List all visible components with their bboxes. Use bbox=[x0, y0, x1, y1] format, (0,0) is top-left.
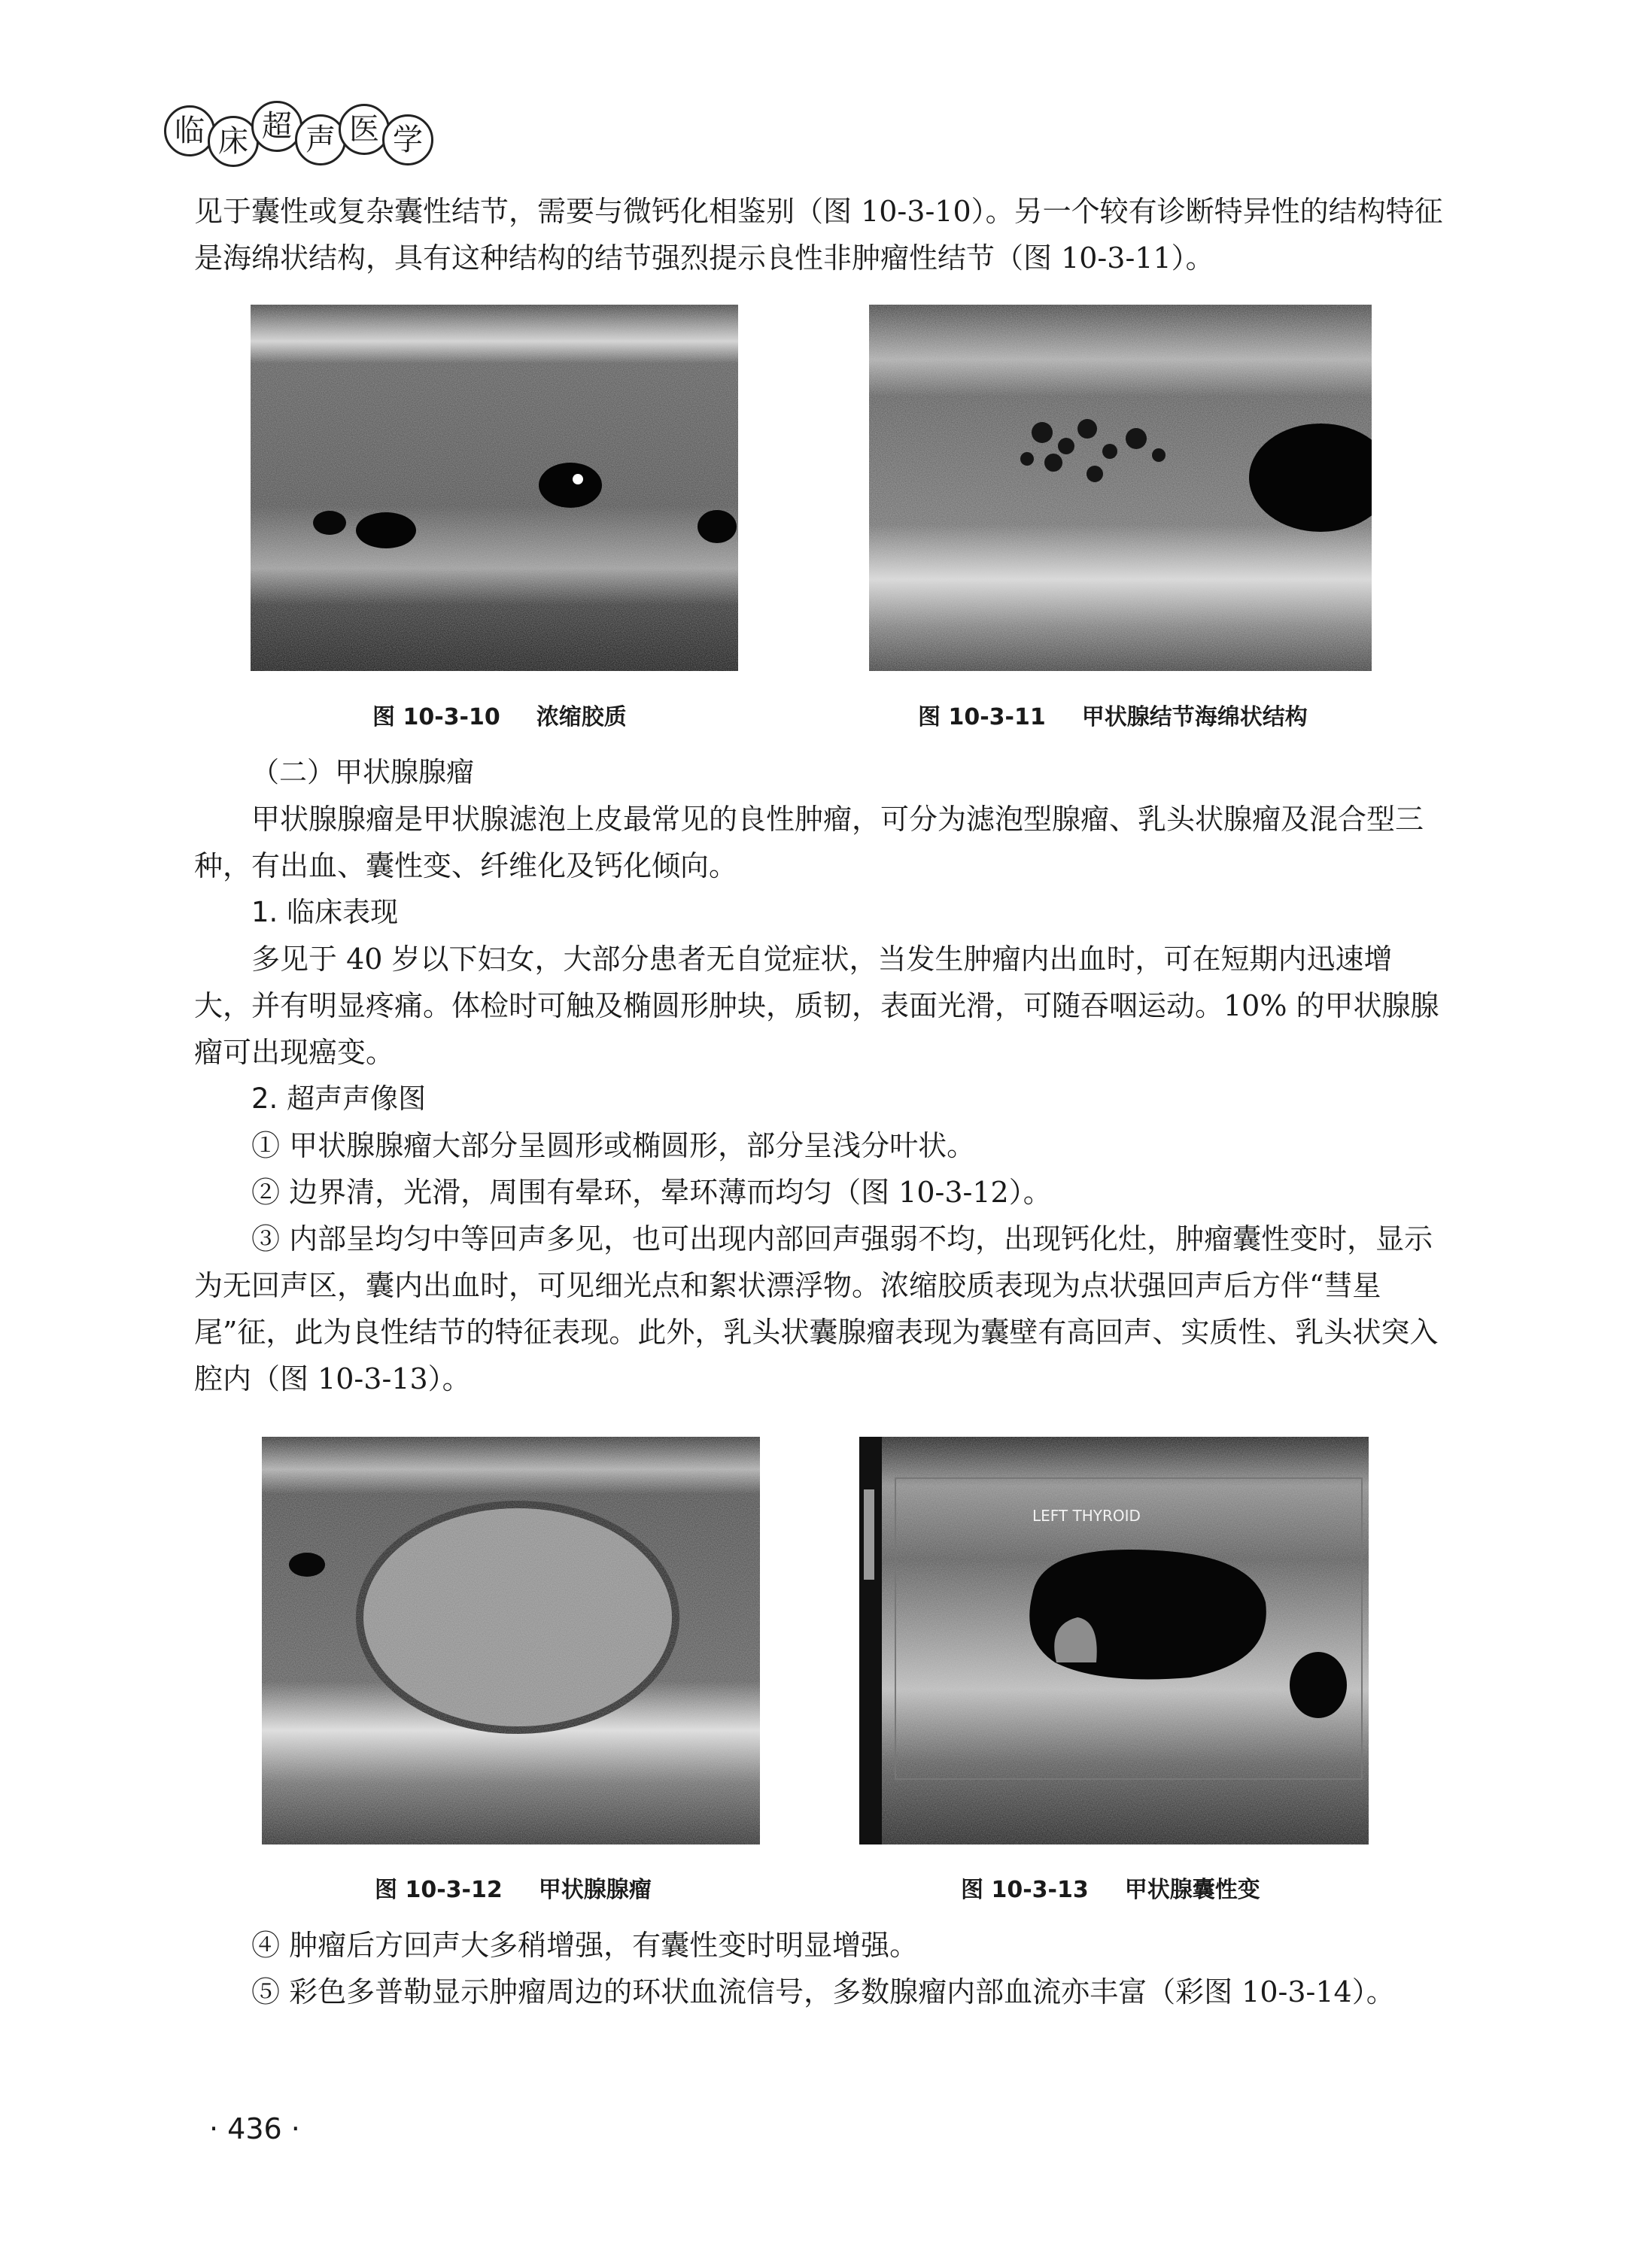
figure-number: 图 10-3-11 bbox=[918, 704, 1046, 730]
figure-number: 图 10-3-13 bbox=[961, 1877, 1089, 1903]
logo-char: 声 bbox=[295, 114, 346, 165]
figure-number: 图 10-3-12 bbox=[375, 1877, 503, 1903]
subsection-heading: 2. 超声声像图 bbox=[251, 1082, 427, 1115]
ultrasound-image-cystic bbox=[859, 1437, 1369, 1844]
ultrasound-image-adenoma bbox=[262, 1437, 760, 1844]
figure-caption bbox=[961, 1871, 1260, 1904]
figure-title: 甲状腺囊性变 bbox=[1124, 1877, 1260, 1903]
list-item: ⑤ 彩色多普勒显示肿瘤周边的环状血流信号，多数腺瘤内部血流亦丰富（彩图 10-3-14）。 bbox=[251, 1975, 1395, 2008]
body-paragraph: 多见于 40 岁以下妇女，大部分患者无自觉症状，当发生肿瘤内出血时，可在短期内迅速增大，并有明显疼痛。体检时可触及椭圆形肿块，质韧，表面光滑，可随吞咽运动。10% 的甲状腺腺瘤可出现癌变。 bbox=[194, 943, 1439, 1069]
ultrasound-image-spongiform bbox=[869, 305, 1372, 671]
logo-char: 超 bbox=[251, 101, 302, 152]
list-item: ① 甲状腺腺瘤大部分呈圆形或椭圆形，部分呈浅分叶状。 bbox=[251, 1129, 976, 1162]
list-item: ④ 肿瘤后方回声大多稍增强，有囊性变时明显增强。 bbox=[251, 1929, 919, 1962]
list-item: ③ 内部呈均匀中等回声多见，也可出现内部回声强弱不均，出现钙化灶，肿瘤囊性变时，显示为无回声区，囊内出血时，可见细光点和絮状漂浮物。浓缩胶质表现为点状强回声后方伴“彗星尾”征，此为良性结节的特征表现。此外，乳头状囊腺瘤表现为囊壁有高回声、实质性、乳头状突入腔内（图 10-3-13）。 bbox=[194, 1222, 1439, 1395]
header-logo bbox=[164, 96, 435, 164]
image-label: LEFT THYROID bbox=[1032, 1507, 1141, 1525]
figure-number: 图 10-3-10 bbox=[372, 704, 500, 730]
figure-caption bbox=[918, 698, 1308, 731]
figure-title: 甲状腺腺瘤 bbox=[538, 1877, 652, 1903]
logo-char: 床 bbox=[208, 116, 259, 167]
page-number: · 436 · bbox=[209, 2112, 300, 2145]
body-paragraph: 见于囊性或复杂囊性结节，需要与微钙化相鉴别（图 10-3-10）。另一个较有诊断特异性的结构特征是海绵状结构，具有这种结构的结节强烈提示良性非肿瘤性结节（图 10-3-11）。 bbox=[194, 195, 1443, 275]
logo-char: 医 bbox=[339, 104, 390, 155]
figure-title: 浓缩胶质 bbox=[536, 704, 627, 730]
logo-char: 学 bbox=[382, 114, 433, 165]
subsection-heading: 1. 临床表现 bbox=[251, 896, 399, 928]
figure-caption bbox=[372, 698, 627, 731]
section-heading: （二）甲状腺腺瘤 bbox=[251, 756, 474, 788]
ultrasound-image-colloid bbox=[251, 305, 738, 671]
body-paragraph: 甲状腺腺瘤是甲状腺滤泡上皮最常见的良性肿瘤，可分为滤泡型腺瘤、乳头状腺瘤及混合型三种，有出血、囊性变、纤维化及钙化倾向。 bbox=[194, 803, 1424, 882]
list-item: ② 边界清，光滑，周围有晕环，晕环薄而均匀（图 10-3-12）。 bbox=[251, 1176, 1052, 1209]
logo-char: 临 bbox=[164, 105, 215, 156]
figure-caption bbox=[375, 1871, 652, 1904]
figure-title: 甲状腺结节海绵状结构 bbox=[1081, 704, 1308, 730]
